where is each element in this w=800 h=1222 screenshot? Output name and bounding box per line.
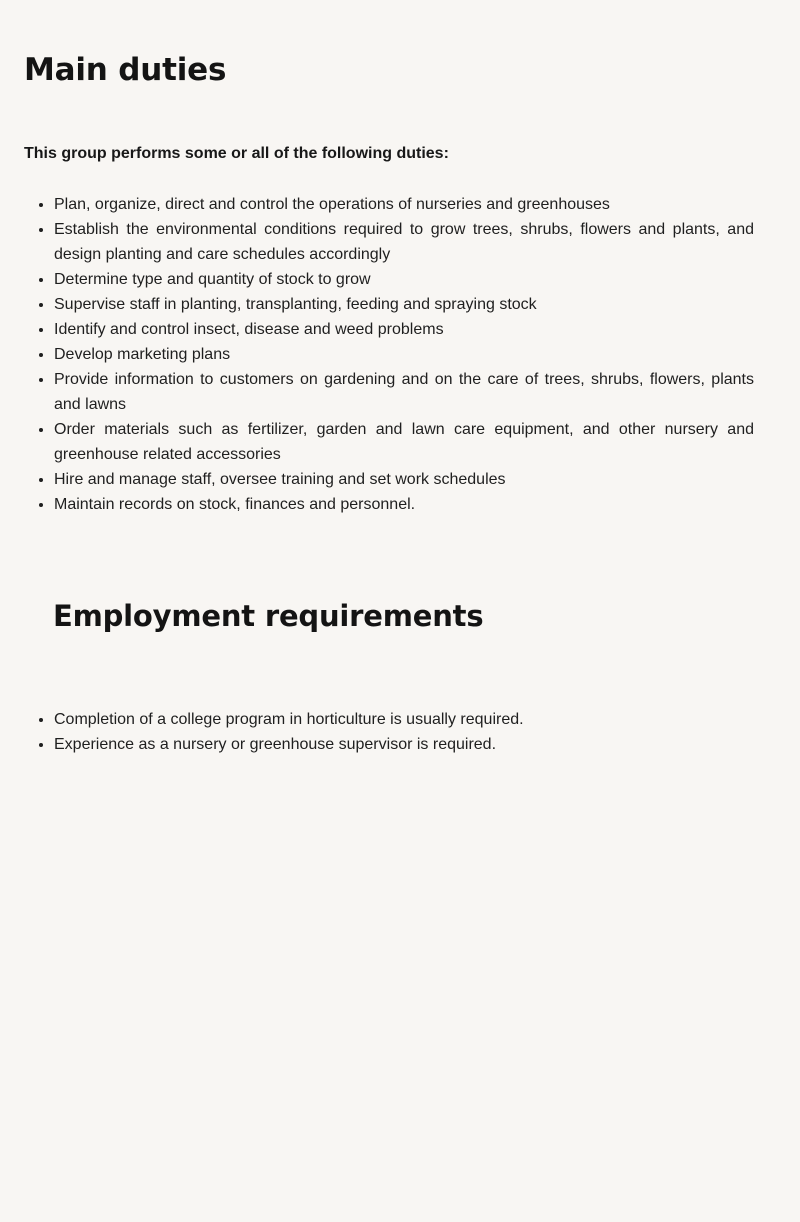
duty-item: • Hire and manage staff, oversee training and set work schedules — [54, 467, 754, 492]
duty-item: • Develop marketing plans — [54, 342, 754, 367]
employment-requirements-heading: Employment requirements — [53, 599, 484, 633]
duty-item: • Maintain records on stock, finances and personnel. — [54, 492, 754, 517]
requirement-item: • Experience as a nursery or greenhouse supervisor is required. — [54, 732, 754, 757]
requirement-item: • Completion of a college program in horticulture is usually required. — [54, 707, 754, 732]
duty-item: • Order materials such as fertilizer, garden and lawn care equipment, and other nursery and greenhouse related accessories — [54, 417, 754, 467]
main-duties-list — [0, 192, 754, 517]
duty-item: • Supervise staff in planting, transplanting, feeding and spraying stock — [54, 292, 754, 317]
employment-requirements-list — [0, 707, 754, 757]
main-duties-intro: This group performs some or all of the following duties: — [24, 145, 449, 162]
document-page — [0, 52, 800, 1222]
duty-item: • Determine type and quantity of stock to grow — [54, 267, 754, 292]
duty-item: • Plan, organize, direct and control the operations of nurseries and greenhouses — [54, 192, 754, 217]
duty-item: • Provide information to customers on gardening and on the care of trees, shrubs, flowers, plants and lawns — [54, 367, 754, 417]
duty-item: • Establish the environmental conditions required to grow trees, shrubs, flowers and plants, and design planting and care schedules accordingly — [54, 217, 754, 267]
duty-item: • Identify and control insect, disease and weed problems — [54, 317, 754, 342]
main-duties-heading: Main duties — [24, 52, 227, 88]
